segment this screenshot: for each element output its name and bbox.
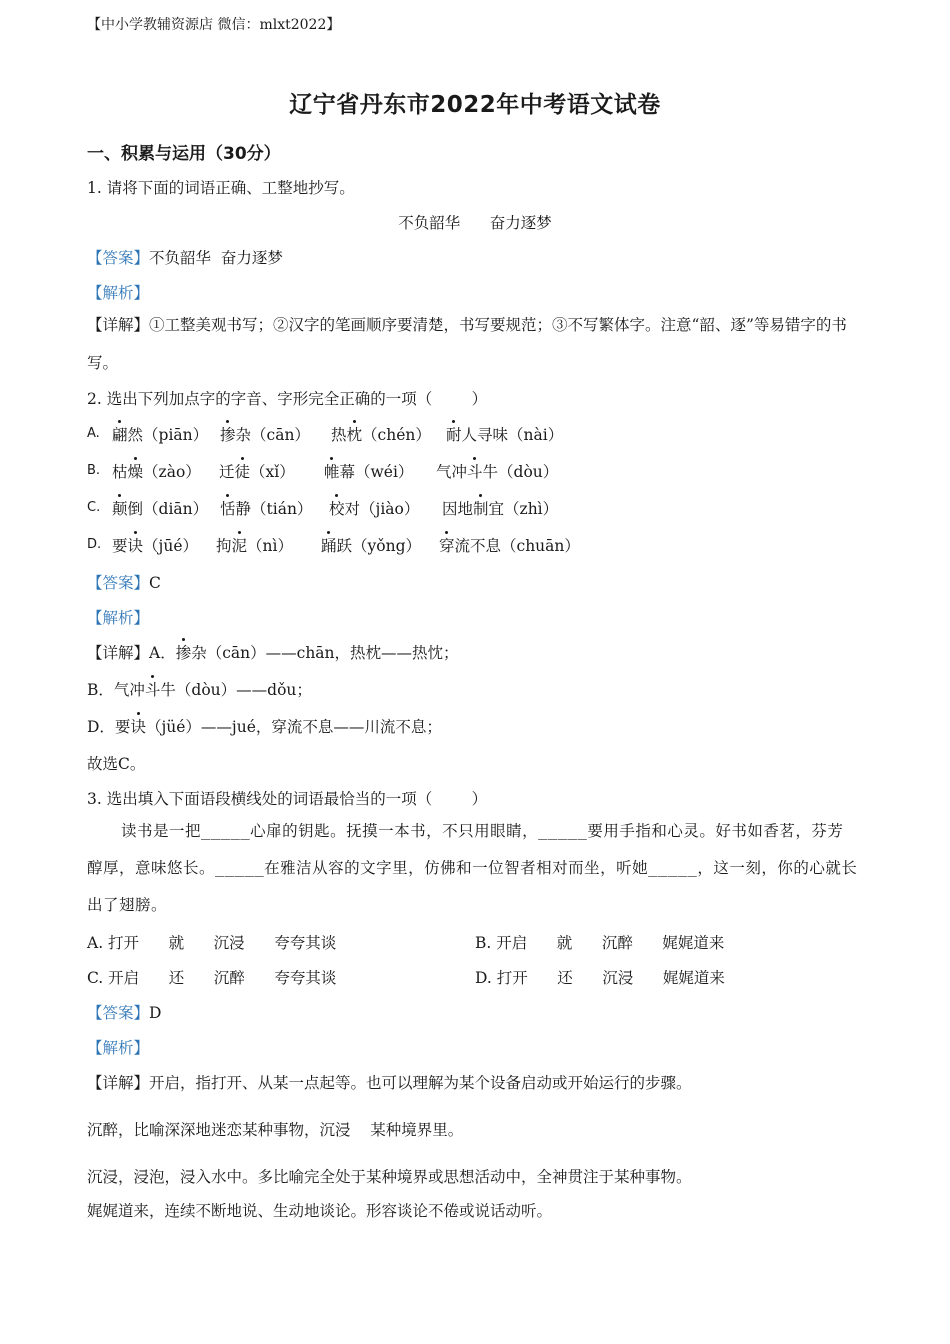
answer-tag: 【答案】 xyxy=(87,249,150,267)
q2-b-word4: 气冲斗牛（dòu） xyxy=(436,460,558,482)
q3-option-b: B. 开启 就 沉醉 娓娓道来 xyxy=(475,934,725,952)
option-label: D. xyxy=(87,537,102,552)
q3-line3: 沉浸，浸泡，浸入水中。多比喻完全处于某种境界或思想活动中，全神贯注于某种事物。 xyxy=(87,1168,692,1186)
analysis-tag: 【解析】 xyxy=(87,284,150,302)
q2-d-word3: 踊跃（yǒng） xyxy=(321,534,421,556)
option-label: C. xyxy=(87,500,101,515)
q2-c-word1: 颠倒（diān） xyxy=(112,497,208,519)
q3-passage: 读书是一把_____心扉的钥匙。抚摸一本书，不只用眼睛，_____要用手指和心灵。好书如香茗，芬芳醇厚，意味悠长。_____在雅洁从容的文字里，仿佛和一位智者相对而坐，听她_____，这一刻，你的心就长出了翅膀。 xyxy=(87,822,858,914)
q2-c-word3: 校对（jiào） xyxy=(329,497,419,519)
q2-a-word3: 热枕（chén） xyxy=(331,423,431,445)
detail-tag: 【详解】 xyxy=(87,316,150,334)
q3-option-c: C. 开启 还 沉醉 夸夸其谈 xyxy=(87,969,337,987)
option-label: A. xyxy=(87,426,100,441)
detail-tag: 【详解】 xyxy=(87,644,150,662)
q2-d-word4: 穿流不息（chuān） xyxy=(439,534,580,556)
q1-answer: 不负韶华 奋力逐梦 xyxy=(149,249,283,267)
q3-answer-line xyxy=(87,1001,161,1023)
q2-a-word2: 掺杂（cān） xyxy=(220,423,310,445)
q3-detail-text: 开启，指打开、从某一点起等。也可以理解为某个设备启动或开始运行的步骤。 xyxy=(149,1074,692,1092)
q1-detail xyxy=(87,306,859,382)
q2-d-word1: 要诀（jūé） xyxy=(112,534,198,556)
q1-answer-line xyxy=(87,246,283,268)
q1-stem: 1. 请将下面的词语正确、工整地抄写。 xyxy=(87,179,355,197)
q2-a-word4: 耐人寻味（nài） xyxy=(446,423,563,445)
q2-answer: C xyxy=(149,574,161,592)
q2-d-word2: 拘泥（nì） xyxy=(216,534,293,556)
analysis-tag: 【解析】 xyxy=(87,609,150,627)
q2-conclusion: 故选C。 xyxy=(87,755,146,773)
q2-a-word1: 翩然（piān） xyxy=(112,423,208,445)
header-watermark: 【中小学教辅资源店 微信：mlxt2022】 xyxy=(87,17,341,33)
page-title: 辽宁省丹东市2022年中考语文试卷 xyxy=(289,92,661,118)
q2-detail-line1: 【详解】A．掺杂（cān）——chān，热枕——热忱； xyxy=(87,641,459,663)
q3-detail xyxy=(87,1071,692,1093)
q3-stem: 3. 选出填入下面语段横线处的词语最恰当的一项（ ） xyxy=(87,790,488,808)
section-heading: 一、积累与运用（30分） xyxy=(87,144,281,164)
q3-answer: D xyxy=(149,1004,162,1022)
q2-detail-line2: B．气冲斗牛（dòu）——dǒu； xyxy=(87,678,312,700)
answer-tag: 【答案】 xyxy=(87,574,150,592)
q2-b-word1: 枯燥（zào） xyxy=(112,460,201,482)
q2-c-word2: 恬静（tián） xyxy=(220,497,312,519)
detail-tag: 【详解】 xyxy=(87,1074,150,1092)
q3-line4: 娓娓道来，连续不断地说、生动地谈论。形容谈论不倦或说话动听。 xyxy=(87,1202,553,1220)
q2-option-b xyxy=(87,460,100,478)
q3-option-d: D. 打开 还 沉浸 娓娓道来 xyxy=(475,969,725,987)
q2-detail-line3: D．要诀（jüé）——jué，穿流不息——川流不息； xyxy=(87,715,442,737)
q1-detail-text: ①工整美观书写；②汉字的笔画顺序要清楚，书写要规范；③不写繁体字。注意“韶、逐”等易错字的书写。 xyxy=(87,316,847,372)
q2-answer-line xyxy=(87,571,161,593)
q3-option-a: A. 打开 就 沉浸 夸夸其谈 xyxy=(87,934,337,952)
q2-option-a xyxy=(87,423,100,441)
q2-option-c xyxy=(87,497,100,515)
q3-line2: 沉醉，比喻深深地迷恋某种事物，沉浸 某种境界里。 xyxy=(87,1121,464,1139)
q2-c-word4: 因地制宜（zhì） xyxy=(442,497,558,519)
q2-stem: 2. 选出下列加点字的字音、字形完全正确的一项（ ） xyxy=(87,390,488,408)
answer-tag: 【答案】 xyxy=(87,1004,150,1022)
option-label: B. xyxy=(87,463,101,478)
q2-b-word3: 帷幕（wéi） xyxy=(324,460,413,482)
q2-option-d xyxy=(87,534,101,552)
analysis-tag: 【解析】 xyxy=(87,1039,150,1057)
q1-words: 不负韶华 奋力逐梦 xyxy=(398,214,552,232)
q2-b-word2: 迁徒（xǐ） xyxy=(219,460,295,482)
